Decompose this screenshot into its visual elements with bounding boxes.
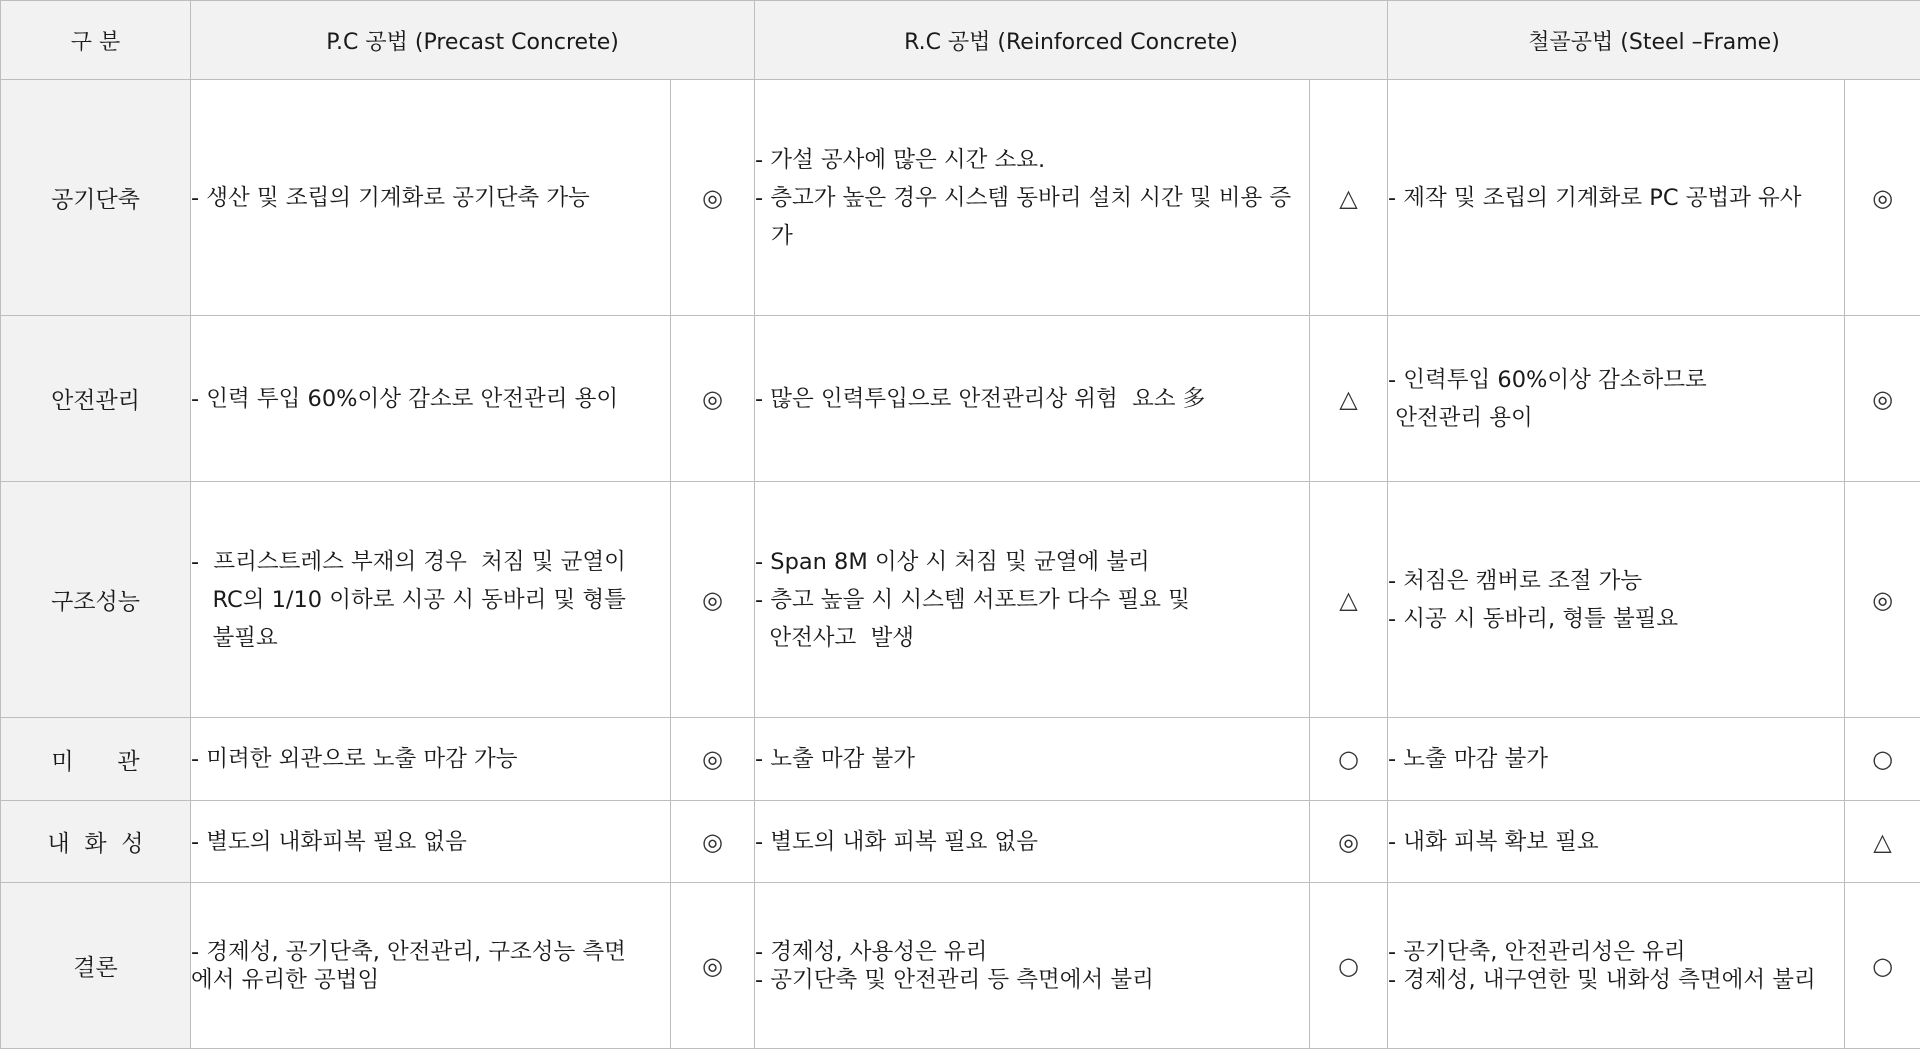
description-line: - 공기단축 및 안전관리 등 측면에서 불리: [755, 966, 1154, 993]
rc-description: [755, 801, 1310, 883]
steel-description: [1388, 316, 1845, 482]
row-category: 공기단축: [1, 80, 191, 316]
pc-description: [191, 718, 671, 801]
pc-rating: ◎: [671, 718, 755, 801]
description-line: 불필요: [191, 624, 278, 651]
pc-description: [191, 482, 671, 718]
rc-description: [755, 482, 1310, 718]
rc-rating: ○: [1310, 883, 1388, 1049]
rc-description: [755, 80, 1310, 316]
steel-description: [1388, 482, 1845, 718]
header-steel: 철골공법 (Steel –Frame): [1388, 1, 1920, 80]
description-line: - 미려한 외관으로 노출 마감 가능: [191, 746, 518, 772]
header-row: [1, 1, 1920, 80]
description-line: - 내화 피복 확보 필요: [1388, 828, 1599, 855]
steel-description: [1388, 883, 1845, 1049]
pc-rating: ◎: [671, 80, 755, 316]
rc-rating: ◎: [1310, 801, 1388, 883]
table-row: [1, 482, 1920, 718]
steel-rating: △: [1845, 801, 1920, 883]
table-row: [1, 718, 1920, 801]
steel-rating: ◎: [1845, 80, 1920, 316]
description-line: - 경제성, 공기단축, 안전관리, 구조성능 측면: [191, 938, 626, 965]
description-line: 안전관리 용이: [1388, 404, 1533, 431]
description-line: - 시공 시 동바리, 형틀 불필요: [1388, 605, 1679, 632]
row-category: 구조성능: [1, 482, 191, 718]
pc-rating: ◎: [671, 883, 755, 1049]
description-line: - 층고 높을 시 시스템 서포트가 다수 필요 및: [755, 586, 1190, 613]
description-line: - 노출 마감 불가: [755, 746, 916, 772]
table-row: [1, 883, 1920, 1049]
rc-rating: △: [1310, 482, 1388, 718]
description-line: - 층고가 높은 경우 시스템 동바리 설치 시간 및 비용 증가: [755, 184, 1292, 249]
steel-rating: ◎: [1845, 482, 1920, 718]
description-line: - 경제성, 내구연한 및 내화성 측면에서 불리: [1388, 966, 1816, 993]
table-row: [1, 80, 1920, 316]
header-rc: R.C 공법 (Reinforced Concrete): [755, 1, 1388, 80]
description-line: - 제작 및 조립의 기계화로 PC 공법과 유사: [1388, 184, 1802, 211]
rc-description: [755, 718, 1310, 801]
pc-description: [191, 80, 671, 316]
description-line: - 공기단축, 안전관리성은 유리: [1388, 938, 1686, 965]
steel-description: [1388, 801, 1845, 883]
description-line: 에서 유리한 공법임: [191, 966, 380, 993]
row-category: 결론: [1, 883, 191, 1049]
steel-rating: ◎: [1845, 316, 1920, 482]
steel-rating: ○: [1845, 718, 1920, 801]
rc-rating: ○: [1310, 718, 1388, 801]
description-line: 안전사고 발생: [755, 624, 915, 651]
pc-rating: ◎: [671, 316, 755, 482]
description-line: - 인력 투입 60%이상 감소로 안전관리 용이: [191, 385, 619, 412]
rc-rating: △: [1310, 80, 1388, 316]
steel-description: [1388, 718, 1845, 801]
header-category: 구 분: [1, 1, 191, 80]
row-category: 내 화 성: [1, 801, 191, 883]
pc-description: [191, 801, 671, 883]
table-row: [1, 316, 1920, 482]
description-line: - 많은 인력투입으로 안전관리상 위험 요소 多: [755, 385, 1206, 412]
description-line: - 경제성, 사용성은 유리: [755, 938, 988, 965]
description-line: - Span 8M 이상 시 처짐 및 균열에 불리: [755, 548, 1150, 575]
description-line: - 별도의 내화피복 필요 없음: [191, 828, 467, 855]
description-line: - 처짐은 캠버로 조절 가능: [1388, 567, 1643, 594]
description-line: - 프리스트레스 부재의 경우 처짐 및 균열이: [191, 548, 626, 575]
description-line: - 가설 공사에 많은 시간 소요.: [755, 146, 1046, 173]
steel-description: [1388, 80, 1845, 316]
description-line: - 생산 및 조립의 기계화로 공기단축 가능: [191, 184, 590, 211]
pc-rating: ◎: [671, 801, 755, 883]
table-row: [1, 801, 1920, 883]
description-line: - 별도의 내화 피복 필요 없음: [755, 828, 1038, 855]
description-line: - 노출 마감 불가: [1388, 746, 1549, 772]
description-line: RC의 1/10 이하로 시공 시 동바리 및 형틀: [191, 586, 626, 613]
row-category: 안전관리: [1, 316, 191, 482]
pc-rating: ◎: [671, 482, 755, 718]
header-pc: P.C 공법 (Precast Concrete): [191, 1, 755, 80]
description-line: - 인력투입 60%이상 감소하므로: [1388, 366, 1707, 393]
rc-description: [755, 883, 1310, 1049]
steel-rating: ○: [1845, 883, 1920, 1049]
row-category: 미 관: [1, 718, 191, 801]
pc-description: [191, 316, 671, 482]
rc-rating: △: [1310, 316, 1388, 482]
rc-description: [755, 316, 1310, 482]
pc-description: [191, 883, 671, 1049]
